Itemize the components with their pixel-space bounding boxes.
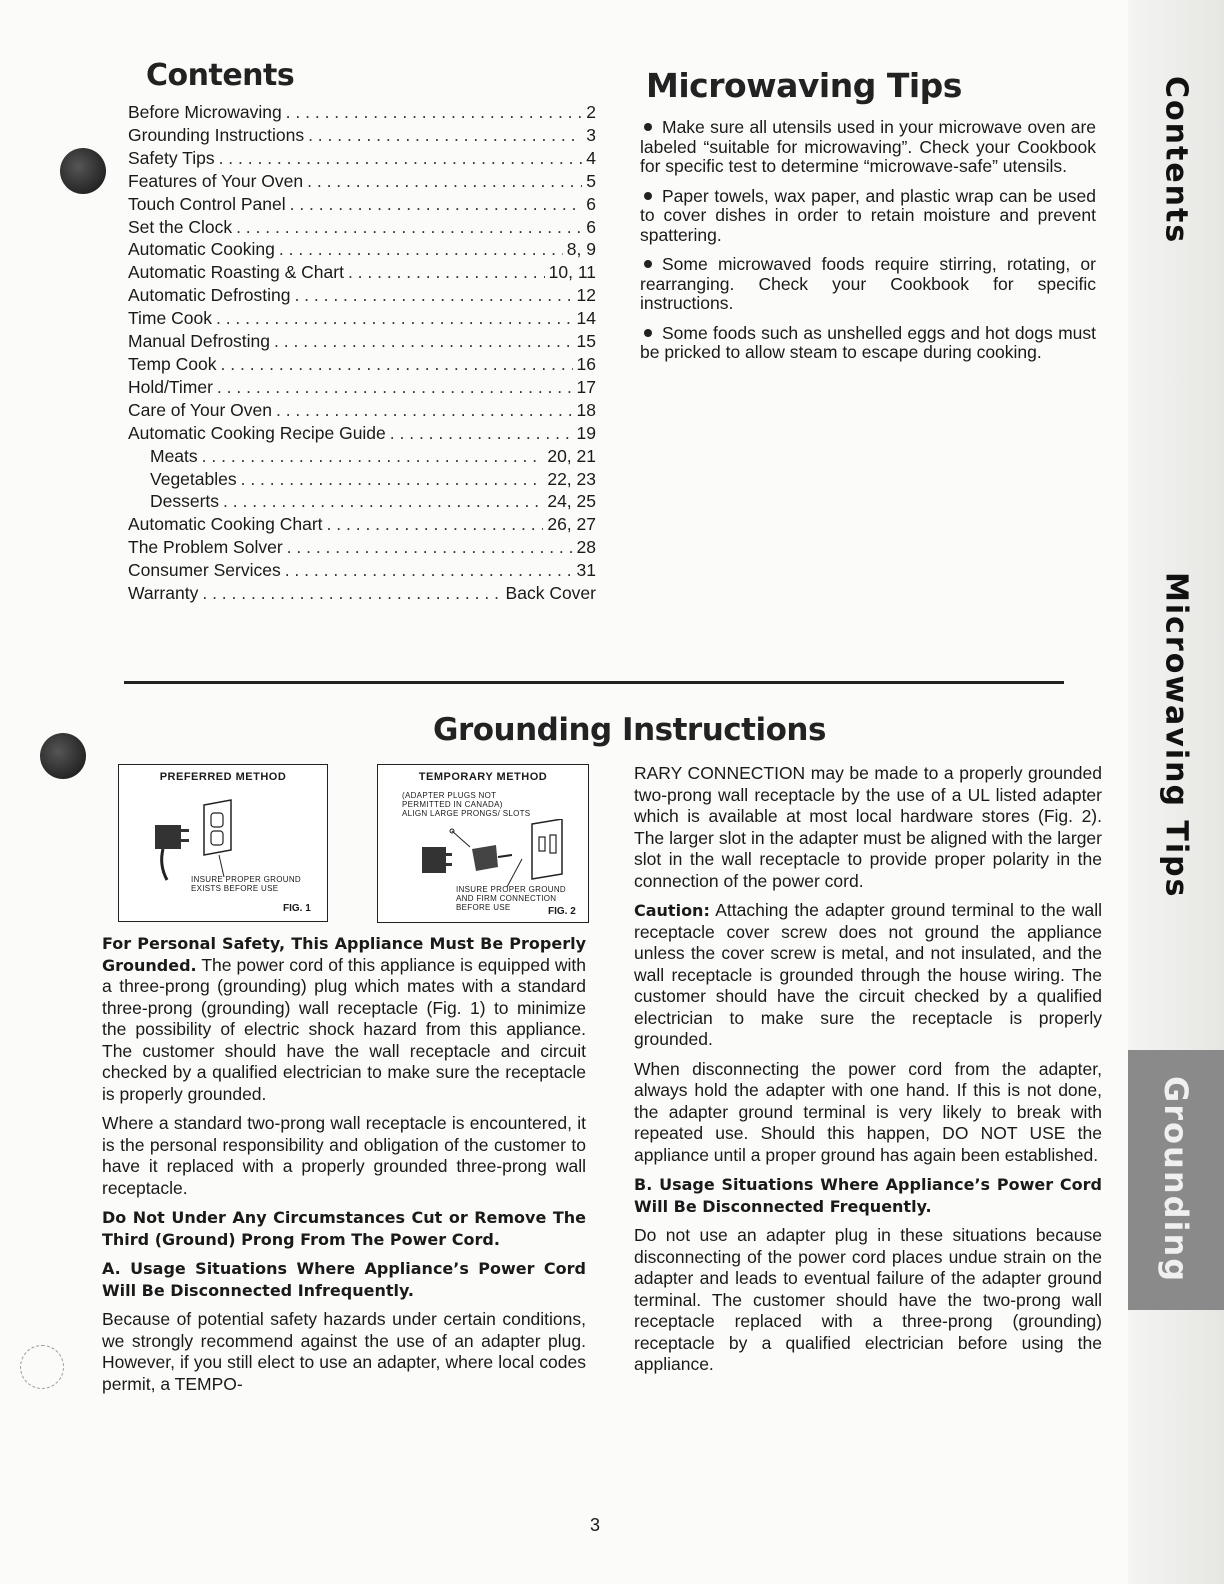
figure-temporary-method (377, 764, 589, 923)
toc-entry (128, 216, 596, 239)
bullet-icon (644, 260, 652, 268)
toc-entry-label: Time Cook (128, 308, 212, 329)
toc-entry-page: 5 (586, 170, 596, 191)
toc-entry-label: Automatic Defrosting (128, 285, 291, 306)
toc-leader-dots (308, 124, 582, 147)
toc-entry-page: 16 (576, 353, 596, 374)
toc-leader-dots (327, 513, 544, 536)
toc-entry-label: Automatic Cooking Chart (128, 514, 323, 535)
toc-entry-label: Desserts (150, 491, 220, 512)
fig2-note-line: BEFORE USE (456, 903, 511, 912)
toc-leader-dots (216, 307, 573, 330)
toc-leader-dots (294, 284, 572, 307)
toc-entry-label: Vegetables (150, 468, 237, 489)
toc-leader-dots (290, 193, 583, 216)
toc-entry (128, 147, 596, 170)
fig2-note-line: ALIGN LARGE PRONGS/ SLOTS (402, 809, 531, 818)
figure-preferred-method (118, 764, 328, 922)
toc-entry-page: 24, 25 (547, 491, 596, 512)
toc-entry-page: 3 (586, 124, 596, 145)
toc-entry-label: Warranty (128, 583, 199, 604)
toc-leader-dots (307, 170, 582, 193)
toc-entry-label: Automatic Cooking Recipe Guide (128, 422, 386, 443)
toc-entry-page: 26, 27 (547, 514, 596, 535)
fig2-note-line: (ADAPTER PLUGS NOT (402, 791, 497, 800)
fig1-heading: PREFERRED METHOD (159, 771, 287, 783)
toc-leader-dots (236, 216, 582, 239)
toc-entry-label: Features of Your Oven (128, 170, 304, 191)
tips-list (640, 118, 1096, 373)
toc-entry (128, 124, 596, 147)
toc-entry-label: Set the Clock (128, 216, 233, 237)
toc-entry-page: 22, 23 (547, 468, 596, 489)
toc-entry (128, 468, 596, 491)
toc-entry (128, 193, 596, 216)
toc-leader-dots (219, 147, 583, 170)
table-of-contents (128, 101, 596, 605)
tip-text: Make sure all utensils used in your microwave oven are labeled “suitable for microwaving”. Check your Cookbook for specific test to determine “microwave-safe” utensils. (640, 117, 1096, 176)
grounding-left-column (102, 933, 586, 1403)
disconnecting-paragraph: When disconnecting the power cord from the adapter, always hold the adapter with one hand. If this is not done, the adapter ground terminal is very likely to break with repeated use. Should this happen, DO NOT USE the appliance until a proper ground has again been established. (634, 1058, 1102, 1165)
punch-hole-middle (40, 733, 86, 779)
frequent-disconnect-paragraph: Do not use an adapter plug in these situations because disconnecting of the power cord places undue strain on the adapter and leads to eventual failure of the adapter ground terminal. The customer should have the two-prong wall receptacle replaced with a three-prong (grounding) receptacle by a qualified electrician before using the appliance. (634, 1225, 1102, 1374)
toc-entry (128, 307, 596, 330)
page-number: 3 (590, 1515, 601, 1535)
tip-text: Some microwaved foods require stirring, rotating, or rearranging. Check your Cookbook for specific instructions. (640, 254, 1096, 313)
caution-label: Caution: (634, 901, 710, 920)
toc-entry (128, 422, 596, 445)
toc-entry-label: Before Microwaving (128, 102, 282, 122)
toc-entry-page: 15 (576, 331, 596, 352)
toc-entry-page: 10, 11 (548, 262, 596, 283)
toc-entry-label: Grounding Instructions (128, 124, 305, 145)
three-prong-plug-icon (149, 795, 259, 885)
toc-leader-dots (279, 238, 563, 261)
bullet-icon (644, 329, 652, 337)
side-tab-contents (1128, 70, 1224, 250)
safety-heading: For Personal Safety, This Appliance Must Be Properly Grounded. (102, 934, 586, 975)
toc-entry (128, 376, 596, 399)
toc-entry (128, 238, 596, 261)
toc-entry (128, 330, 596, 353)
toc-entry (128, 101, 596, 124)
section-b-heading: B. Usage Situations Where Appliance’s Power Cord Will Be Disconnected Frequently. (634, 1175, 1102, 1216)
tip-item (640, 118, 1096, 177)
tip-text: Some foods such as unshelled eggs and hot dogs must be pricked to allow steam to escape during cooking. (640, 322, 1096, 362)
adapter-plug-icon (412, 819, 572, 889)
fig1-note-line: INSURE PROPER GROUND (191, 875, 302, 884)
punch-hole-bottom (20, 1345, 64, 1389)
side-tab-microwaving-tips (1128, 550, 1224, 920)
grounding-paragraph-1-text: The power cord of this appliance is equipped with a three-prong (grounding) plug which mates with a standard three-prong (grounding) wall receptacle (Fig. 1) to minimize the possibility of electric shock hazard from this appliance. The customer should have the wall receptacle and circuit checked by a qualified electrician to make sure the receptacle is properly grounded. (102, 954, 586, 1104)
toc-entry-label: Meats (150, 445, 198, 466)
toc-entry (128, 170, 596, 193)
toc-entry-label: Manual Defrosting (128, 331, 271, 352)
toc-entry-page: Back Cover (505, 583, 596, 604)
side-tab-grounding (1128, 1050, 1224, 1310)
punch-hole-top (60, 148, 106, 194)
side-index-tabs (1128, 0, 1224, 1584)
toc-leader-dots (287, 536, 573, 559)
tip-item (640, 324, 1096, 363)
toc-entry-page: 31 (576, 560, 596, 581)
fig1-note (191, 875, 301, 893)
toc-leader-dots (223, 490, 543, 513)
toc-leader-dots (217, 376, 573, 399)
tip-item (640, 187, 1096, 246)
toc-leader-dots (286, 101, 583, 124)
toc-leader-dots (202, 582, 501, 605)
toc-entry (128, 490, 596, 513)
fig2-label: FIG. 2 (548, 906, 576, 917)
toc-entry-page: 14 (576, 308, 596, 329)
tip-text: Paper towels, wax paper, and plastic wrap can be used to cover dishes in order to retain moisture and prevent spattering. (640, 185, 1096, 245)
toc-leader-dots (202, 445, 544, 468)
tip-item (640, 255, 1096, 314)
toc-entry-label: Automatic Roasting & Chart (128, 262, 344, 283)
toc-entry (128, 513, 596, 536)
toc-entry-label: Consumer Services (128, 560, 281, 581)
contents-title: Contents (146, 58, 295, 93)
warning-heading: Do Not Under Any Circumstances Cut or Remove The Third (Ground) Prong From The Power Cord. (102, 1208, 586, 1249)
toc-entry-label: Temp Cook (128, 353, 217, 374)
fig2-top-note (402, 791, 530, 818)
toc-entry (128, 284, 596, 307)
toc-entry-page: 8, 9 (566, 239, 596, 260)
bullet-icon (644, 123, 652, 131)
toc-entry-page: 17 (576, 376, 596, 397)
side-tab-contents-label: Contents (1158, 75, 1194, 245)
grounding-paragraph-2: Where a standard two-prong wall receptacle is encountered, it is the personal responsibility and obligation of the customer to have it replaced with a properly grounded three-prong wall receptacle. (102, 1113, 586, 1198)
side-tab-tips-label: Microwaving Tips (1158, 571, 1194, 899)
toc-entry (128, 445, 596, 468)
caution-text: Attaching the adapter ground terminal to the wall receptacle cover screw does not ground the appliance unless the cover screw is metal, and not insulated, and the wall receptacle is grounded through the house wiring. The customer should have the circuit checked by a qualified electrician to make sure the receptacle is properly grounded. (634, 900, 1102, 1049)
toc-leader-dots (221, 353, 573, 376)
caution-paragraph (634, 900, 1102, 1051)
toc-entry-label: The Problem Solver (128, 537, 283, 558)
toc-entry-label: Hold/Timer (128, 376, 213, 397)
fig2-note-line: INSURE PROPER GROUND (456, 885, 567, 894)
fig2-heading: TEMPORARY METHOD (418, 771, 548, 783)
toc-entry-page: 6 (586, 193, 596, 214)
bullet-icon (644, 192, 652, 200)
toc-entry-label: Touch Control Panel (128, 193, 286, 214)
toc-leader-dots (390, 422, 573, 445)
toc-entry-page: 12 (576, 285, 596, 306)
toc-leader-dots (274, 330, 573, 353)
tips-title: Microwaving Tips (646, 66, 962, 105)
toc-entry-page: 2 (586, 102, 596, 122)
toc-entry-page: 19 (576, 422, 596, 443)
grounding-paragraph-1 (102, 933, 586, 1105)
toc-entry-label: Safety Tips (128, 147, 215, 168)
toc-leader-dots (285, 559, 573, 582)
side-tab-grounding-label: Grounding (1157, 1076, 1195, 1284)
toc-entry-page: 20, 21 (547, 445, 596, 466)
toc-entry (128, 559, 596, 582)
section-divider (124, 681, 1064, 684)
grounding-paragraph-3: Because of potential safety hazards under certain conditions, we strongly recommend against the use of an adapter plug. However, if you still elect to use an adapter, where local codes permit, a TEMPO- (102, 1309, 586, 1394)
section-a-heading: A. Usage Situations Where Appliance’s Power Cord Will Be Disconnected Infrequently. (102, 1259, 586, 1300)
toc-entry-page: 28 (576, 537, 596, 558)
toc-entry-label: Care of Your Oven (128, 399, 272, 420)
toc-leader-dots (241, 468, 544, 491)
fig1-note-line: EXISTS BEFORE USE (191, 884, 279, 893)
toc-entry-page: 6 (586, 216, 596, 237)
toc-entry-page: 4 (586, 147, 596, 168)
grounding-title: Grounding Instructions (433, 712, 826, 748)
fig2-note-line: AND FIRM CONNECTION (456, 894, 557, 903)
toc-entry-label: Automatic Cooking (128, 239, 275, 260)
toc-entry (128, 353, 596, 376)
temporary-connection-paragraph: RARY CONNECTION may be made to a properly grounded two-prong wall receptacle by the use of a UL listed adapter which is available at most local hardware stores (Fig. 2). The larger slot in the adapter must be aligned with the larger slot in the wall receptacle to provide proper polarity in the connection of the power cord. (634, 763, 1102, 891)
toc-entry-page: 18 (576, 399, 596, 420)
toc-entry (128, 536, 596, 559)
toc-entry (128, 261, 596, 284)
toc-entry (128, 582, 596, 605)
fig1-label: FIG. 1 (283, 903, 311, 914)
grounding-right-column (634, 763, 1102, 1384)
fig2-note-line: PERMITTED IN CANADA) (402, 800, 503, 809)
toc-entry (128, 399, 596, 422)
toc-leader-dots (276, 399, 573, 422)
toc-leader-dots (348, 261, 545, 284)
